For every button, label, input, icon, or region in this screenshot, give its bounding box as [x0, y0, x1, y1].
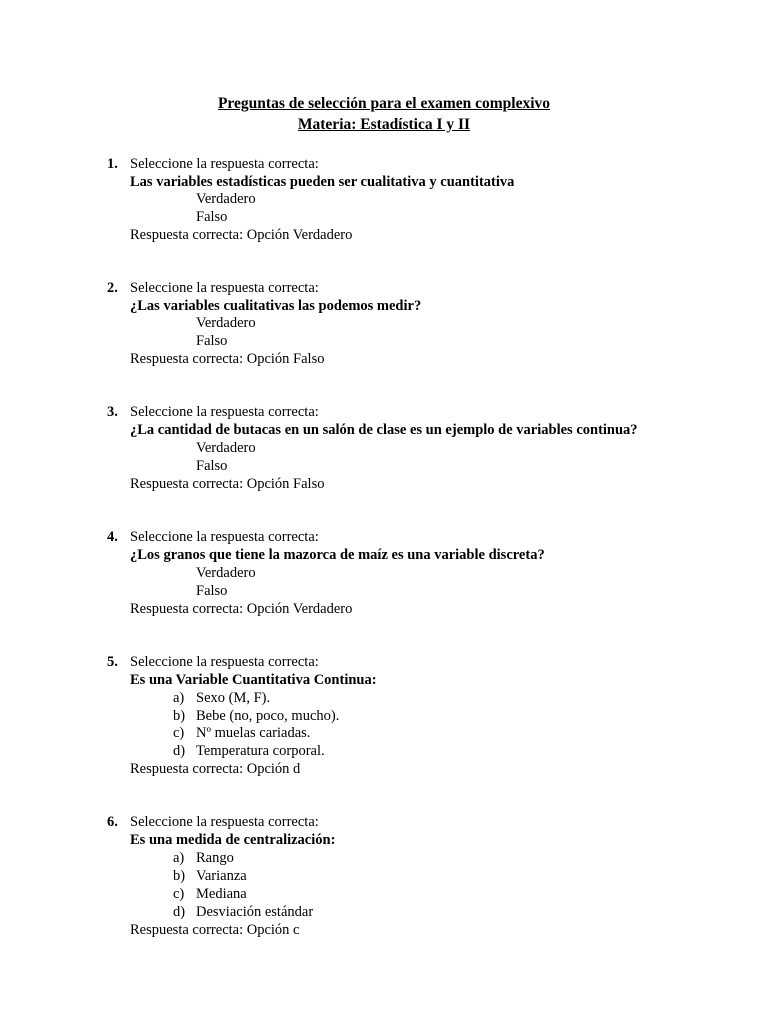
option-letter: d) — [173, 743, 186, 759]
question-number: 1. — [107, 156, 118, 172]
option-false: Falso — [196, 333, 228, 349]
option-true: Verdadero — [196, 565, 256, 581]
option-c: Mediana — [196, 886, 247, 902]
question-text: ¿Las variables cualitativas las podemos medir? — [130, 298, 422, 314]
question-number: 4. — [107, 529, 118, 545]
option-true: Verdadero — [196, 191, 256, 207]
option-c: Nº muelas cariadas. — [196, 725, 311, 741]
question-text: Las variables estadísticas pueden ser cualitativa y cuantitativa — [130, 174, 515, 190]
question-instruction: Seleccione la respuesta correcta: — [130, 654, 319, 670]
question-instruction: Seleccione la respuesta correcta: — [130, 280, 319, 296]
correct-answer: Respuesta correcta: Opción Falso — [130, 476, 325, 492]
correct-answer: Respuesta correcta: Opción Verdadero — [130, 227, 353, 243]
option-false: Falso — [196, 209, 228, 225]
correct-answer: Respuesta correcta: Opción d — [130, 761, 301, 777]
option-letter: a) — [173, 690, 185, 706]
question-number: 5. — [107, 654, 118, 670]
option-letter: d) — [173, 904, 186, 920]
question-text: Es una medida de centralización: — [130, 832, 336, 848]
option-letter: c) — [173, 886, 185, 902]
question-number: 2. — [107, 280, 118, 296]
correct-answer: Respuesta correcta: Opción Verdadero — [130, 601, 353, 617]
option-letter: b) — [173, 868, 186, 884]
question-text: Es una Variable Cuantitativa Continua: — [130, 672, 377, 688]
question-instruction: Seleccione la respuesta correcta: — [130, 404, 319, 420]
option-b: Bebe (no, poco, mucho). — [196, 708, 340, 724]
option-b: Varianza — [196, 868, 247, 884]
question-number: 3. — [107, 404, 118, 420]
question-text: ¿Los granos que tiene la mazorca de maíz es una variable discreta? — [130, 547, 545, 563]
option-d: Desviación estándar — [196, 904, 314, 920]
option-false: Falso — [196, 583, 228, 599]
option-letter: b) — [173, 708, 186, 724]
document-title: Preguntas de selección para el examen complexivo — [217, 95, 551, 112]
question-number: 6. — [107, 814, 118, 830]
correct-answer: Respuesta correcta: Opción c — [130, 922, 300, 938]
option-true: Verdadero — [196, 440, 256, 456]
document-header — [0, 93, 768, 135]
option-a: Rango — [196, 850, 234, 866]
document-subtitle: Materia: Estadística I y II — [297, 116, 471, 133]
option-letter: c) — [173, 725, 185, 741]
question-text: ¿La cantidad de butacas en un salón de clase es un ejemplo de variables continua? — [130, 422, 638, 438]
question-instruction: Seleccione la respuesta correcta: — [130, 529, 319, 545]
option-letter: a) — [173, 850, 185, 866]
option-true: Verdadero — [196, 315, 256, 331]
option-d: Temperatura corporal. — [196, 743, 325, 759]
option-false: Falso — [196, 458, 228, 474]
question-instruction: Seleccione la respuesta correcta: — [130, 156, 319, 172]
question-instruction: Seleccione la respuesta correcta: — [130, 814, 319, 830]
option-a: Sexo (M, F). — [196, 690, 271, 706]
correct-answer: Respuesta correcta: Opción Falso — [130, 351, 325, 367]
